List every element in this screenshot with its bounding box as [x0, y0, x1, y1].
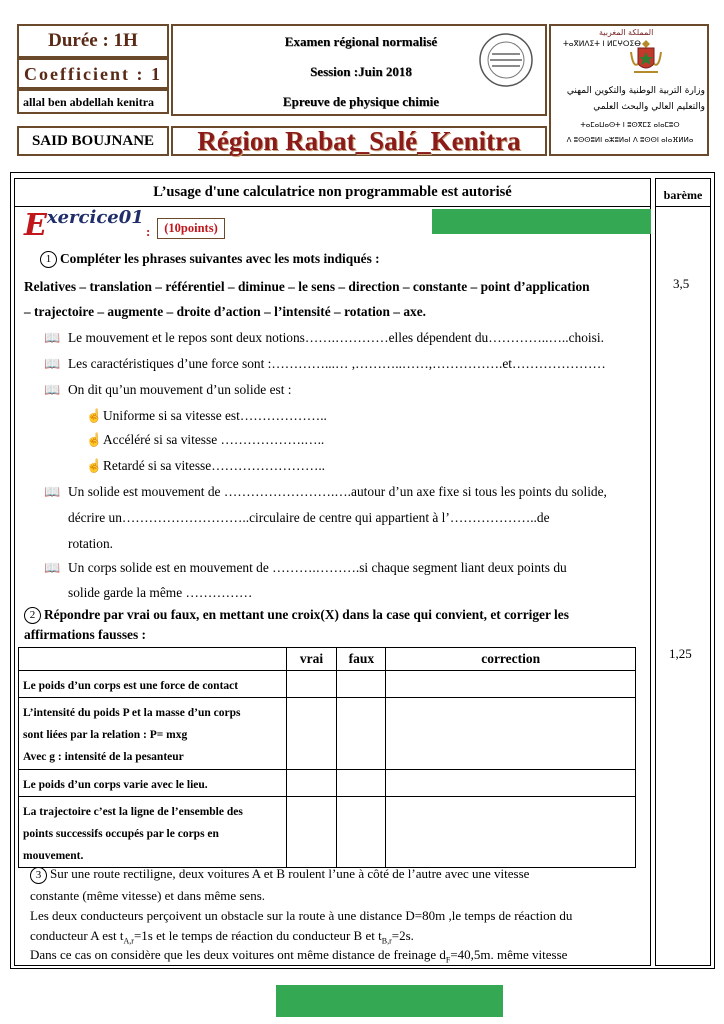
q1-sentence-4-line2: décrire un………………………..circulaire de centre qui appartient à l’………………..de: [68, 510, 550, 525]
table-header-statement: [19, 648, 287, 671]
book-icon: 📖: [44, 484, 61, 499]
exam-info-box: [171, 24, 547, 116]
bareme-column: [655, 178, 711, 966]
q1-sentence-3b: Accéléré si sa vitesse ……………….…..: [103, 432, 325, 447]
green-bar-bottom: [276, 985, 503, 1017]
q1-words-2: – trajectoire – augmente – droite d’action – l’intensité – rotation – axe.: [24, 304, 427, 319]
q3-text-4a: conducteur A est t: [30, 928, 124, 943]
bareme-q2: 1,25: [669, 646, 692, 661]
faux-checkbox[interactable]: [337, 698, 386, 770]
q1-sentence-3: On dit qu’un mouvement d’un solide est :: [68, 382, 292, 397]
table-header-row: [19, 648, 636, 671]
statement-line: sont liées par la relation : P= mxg: [23, 729, 188, 741]
green-bar-top: [432, 209, 651, 234]
q3-line-4: [30, 928, 414, 946]
vrai-checkbox[interactable]: [286, 671, 337, 698]
statement-line: Avec g : intensité de la pesanteur: [23, 751, 184, 763]
calculator-notice: L’usage d'une calculatrice non programmable est autorisé: [14, 178, 651, 207]
vrai-checkbox[interactable]: [286, 797, 337, 868]
kingdom-tifinagh: ⵜⴰⴳⵍⴷⵉⵜ ⵏ ⵍⵎⵖⵔⵉⴱ: [563, 39, 641, 48]
exercise-points: (10points): [157, 218, 225, 239]
correction-field[interactable]: [386, 698, 636, 770]
q3-line-1: [30, 866, 529, 884]
q1-sentence-5-line1: Un corps solide est en mouvement de ……….……….si chaque segment liant deux points du: [68, 560, 567, 575]
coefficient-text: Coefficient : 1: [24, 64, 162, 84]
book-icon: 📖: [44, 356, 61, 371]
faux-checkbox[interactable]: [337, 770, 386, 797]
book-icon: 📖: [44, 560, 61, 575]
hand-bullet-icon: ☝: [86, 408, 103, 423]
duration-text: Durée : 1H: [48, 30, 138, 51]
table-row: [19, 770, 636, 797]
ministry-tifinagh-2: ⴷ ⵓⵙⵙⵓⵍⵏ ⴰⵣⵓⵍⴰⵏ ⴷ ⵓⵙⵙⵏ ⴰⵏⴰⴼⵍⵍⴰ: [566, 136, 694, 144]
ministry-tifinagh-1: ⵜⴰⵎⴰⵡⴰⵙⵜ ⵏ ⵓⵙⴳⵎⵉ ⴰⵏⴰⵎⵓⵔ: [580, 121, 680, 129]
correction-field[interactable]: [386, 797, 636, 868]
correction-field[interactable]: [386, 770, 636, 797]
table-header-vrai: vrai: [286, 648, 337, 671]
exam-subject: Epreuve de physique chimie: [282, 94, 440, 109]
table-header-faux: faux: [337, 648, 386, 671]
ministry-box: [549, 24, 709, 156]
q3-number: 3: [30, 867, 47, 884]
region-name: Région Rabat_Salé_Kenitra: [197, 126, 521, 156]
moroccan-emblem-icon: [629, 38, 663, 78]
table-row: [19, 671, 636, 698]
q1-number: 1: [40, 251, 57, 268]
bareme-header: barème: [655, 178, 711, 207]
statement-cell: Le poids d’un corps est une force de contact: [19, 671, 287, 698]
teacher-name: SAID BOUJNANE: [31, 133, 155, 149]
true-false-table: [18, 647, 636, 868]
q1-sentence-3c: Retardé si sa vitesse……………………..: [103, 458, 326, 473]
round-seal-icon: [478, 32, 534, 88]
q3-line-3: Les deux conducteurs perçoivent un obstacle sur la route à une distance D=80m ,le temps de réaction du: [30, 908, 573, 923]
statement-cell: [19, 797, 287, 868]
exercise-title: [24, 208, 144, 243]
q1-sentence-1: Le mouvement et le repos sont deux notions…….…………elles dépendent du…………..…..choisi.: [68, 330, 604, 345]
school-box: [17, 89, 169, 114]
q1-title: Compléter les phrases suivantes avec les mots indiqués :: [60, 251, 380, 266]
exam-title: Examen régional normalisé: [284, 34, 438, 49]
q3-text-1: Sur une route rectiligne, deux voitures A et B roulent l’une à côté de l’autre avec une vitesse: [50, 866, 530, 881]
q3-text-4b: =1s et le temps de réaction du conducteur B et t: [133, 928, 382, 943]
statement-cell: [19, 698, 287, 770]
vrai-checkbox[interactable]: [286, 698, 337, 770]
vrai-checkbox[interactable]: [286, 770, 337, 797]
hand-bullet-icon: ☝: [86, 458, 103, 473]
q2-heading-1: [24, 607, 569, 624]
faux-checkbox[interactable]: [337, 797, 386, 868]
duration-box: [17, 24, 169, 58]
bareme-q1: 3,5: [673, 276, 690, 291]
q3-text-5a: Dans ce cas on considère que les deux voitures ont même distance de freinage d: [30, 947, 446, 962]
statement-line: L’intensité du poids P et la masse d’un corps: [23, 707, 241, 719]
region-box: [171, 126, 547, 156]
ministry-arabic-1: وزارة التربية الوطنية والتكوين المهني: [566, 86, 705, 96]
exam-session: Session :Juin 2018: [310, 64, 412, 79]
table-row: [19, 797, 636, 868]
table-row: [19, 698, 636, 770]
exercise-colon: :: [146, 224, 151, 239]
q3-sub-a: A,r: [123, 936, 134, 946]
table-header-correction: correction: [386, 648, 636, 671]
hand-bullet-icon: ☝: [86, 432, 103, 447]
statement-line: La trajectoire c’est la ligne de l’ensemble des: [23, 806, 243, 818]
q3-text-4c: =2s.: [391, 928, 414, 943]
exercise-number: xercice01: [46, 207, 144, 228]
faux-checkbox[interactable]: [337, 671, 386, 698]
q3-text-5b: =40,5m. même vitesse: [450, 947, 568, 962]
statement-line: mouvement.: [23, 850, 84, 862]
exercise-letter: E: [24, 208, 47, 243]
statement-line: points successifs occupés par le corps en: [23, 828, 219, 840]
q1-sentence-2: Les caractéristiques d’une force sont :…………...… ,………..……,…………….et…………………: [68, 356, 606, 371]
q2-title-2: affirmations fausses :: [24, 627, 146, 642]
q1-sentence-5-line2: solide garde la même ……………: [68, 585, 253, 600]
q1-sentence-3a: Uniforme si sa vitesse est………………..: [103, 408, 327, 423]
q1-sentence-4-line1: Un solide est mouvement de …………………….….autour d’un axe fixe si tous les points du solide,: [68, 484, 607, 499]
book-icon: 📖: [44, 330, 61, 345]
book-icon: 📖: [44, 382, 61, 397]
statement-cell: Le poids d’un corps varie avec le lieu.: [19, 770, 287, 797]
q1-words-1: Relatives – translation – référentiel – diminue – le sens – direction – constante – point d’application: [24, 279, 590, 294]
teacher-box: [17, 126, 169, 156]
correction-field[interactable]: [386, 671, 636, 698]
q2-number: 2: [24, 607, 41, 624]
q1-heading: [40, 251, 380, 268]
q3-line-5: [30, 947, 567, 965]
q3-line-2: constante (même vitesse) et dans même sens.: [30, 888, 266, 903]
ministry-arabic-2: والتعليم العالي والبحث العلمي: [593, 102, 705, 112]
q2-title-1: Répondre par vrai ou faux, en mettant une croix(X) dans la case qui convient, et corriger les: [44, 607, 569, 622]
q1-sentence-4-line3: rotation.: [68, 536, 113, 551]
q3-sub-b: B,r: [381, 936, 392, 946]
q3-sub-f: F: [445, 955, 451, 965]
school-text: allal ben abdellah kenitra: [23, 95, 155, 109]
coefficient-box: [17, 58, 169, 89]
kingdom-arabic: المملكة المغربية: [599, 28, 654, 37]
